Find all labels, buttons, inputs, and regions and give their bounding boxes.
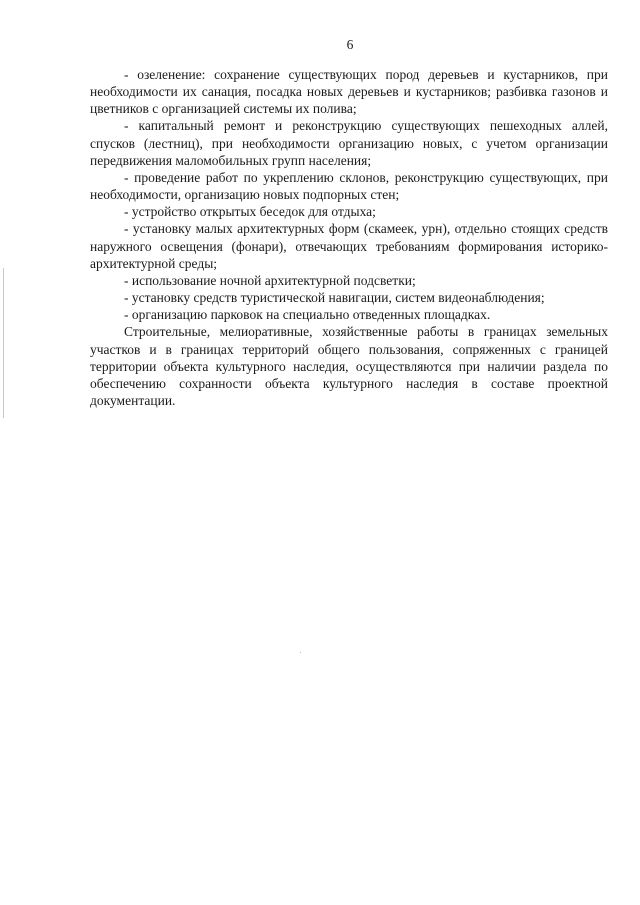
paragraph-gazebos: - устройство открытых беседок для отдыха;: [124, 204, 376, 220]
body-text: [90, 66, 608, 409]
page-number: 6: [346, 37, 354, 52]
paragraph-night-lighting: - использование ночной архитектурной подсветки;: [124, 272, 416, 288]
paragraph-construction-works: Строительные, мелиоративные, хозяйственные работы в границах земельных участков и в границах территорий общего пользования, сопряженных с границей территории объекта культурного наследия, осуществляются при наличии раздела по обеспечению сохранности объекта культурного наследия в составе проектной документации.: [90, 324, 608, 408]
scan-dust-mark: [300, 652, 301, 653]
paragraph-alleys-repair: - капитальный ремонт и реконструкцию существующих пешеходных аллей, спусков (лестниц), при необходимости организацию новых, с учетом организации передвижения маломобильных групп населения;: [90, 118, 608, 168]
paragraph-navigation: - установку средств туристической навигации, систем видеонаблюдения;: [124, 290, 545, 306]
scan-edge-mark: [3, 268, 4, 418]
paragraph-parking: - организацию парковок на специально отведенных площадках.: [124, 307, 491, 323]
paragraph-landscaping: - озеленение: сохранение существующих пород деревьев и кустарников, при необходимости их санация, посадка новых деревьев и кустарников; разбивка газонов и цветников с организацией системы их полива;: [90, 67, 608, 117]
paragraph-small-forms: - установку малых архитектурных форм (скамеек, урн), отдельно стоящих средств наружного освещения (фонари), отвечающих требованиям формирования историко-архитектурной среды;: [90, 221, 608, 271]
paragraph-slopes: - проведение работ по укреплению склонов, реконструкцию существующих, при необходимости, организацию новых подпорных стен;: [90, 169, 608, 203]
